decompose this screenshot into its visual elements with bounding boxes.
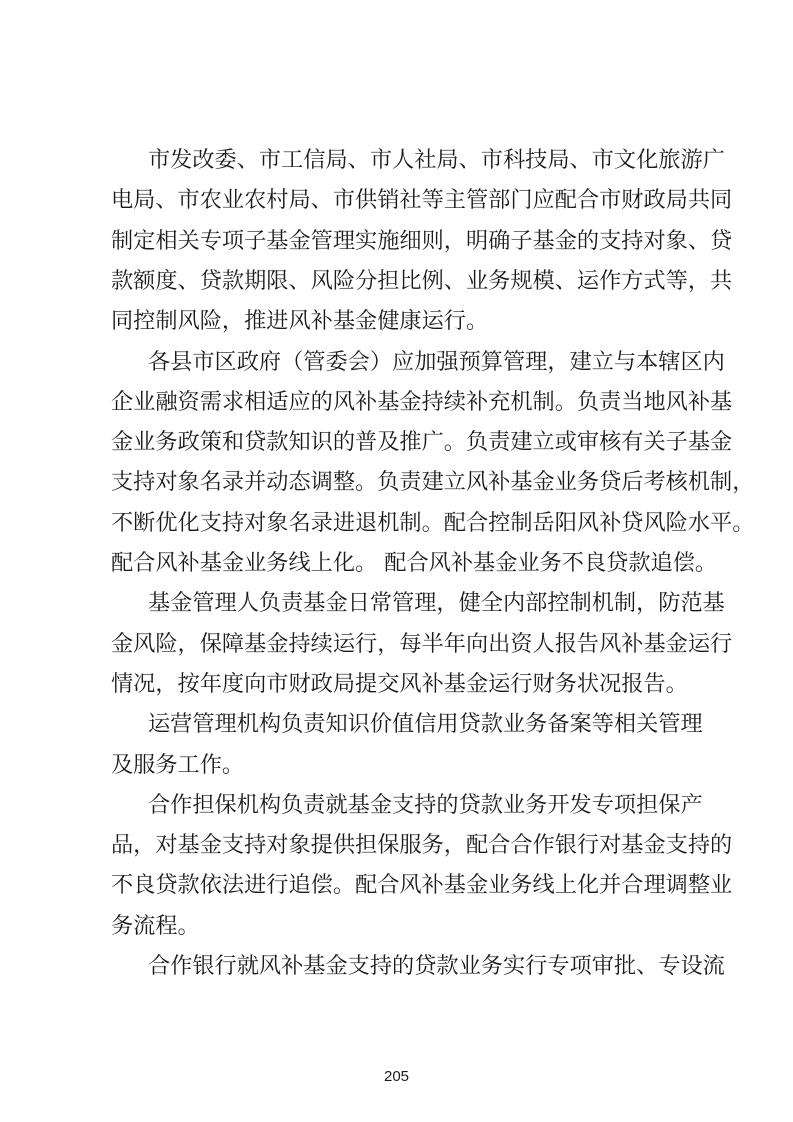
page-number: 205 [383,1068,410,1085]
paragraph-2-line-6: 配合风补基金业务线上化。 配合风补基金业务不良贷款追偿。 [111,550,718,576]
paragraph-1-line-4: 款额度、贷款期限、风险分担比例、业务规模、运作方式等，共 [111,268,733,294]
paragraph-2-line-1: 各县市区政府（管委会）应加强预算管理，建立与本辖区内 [148,349,725,375]
paragraph-5-line-1: 合作担保机构负责就基金支持的贷款业务开发专项担保产 [148,792,703,818]
paragraph-5-line-2: 品，对基金支持对象提供担保服务，配合合作银行对基金支持的 [111,832,733,858]
paragraph-3-line-3: 情况，按年度向市财政局提交风补基金运行财务状况报告。 [111,671,688,697]
paragraph-3-line-2: 金风险，保障基金持续运行，每半年向出资人报告风补基金运行 [111,631,733,657]
paragraph-2-line-4: 支持对象名录并动态调整。负责建立风补基金业务贷后考核机制， [111,469,755,495]
paragraph-3-line-1: 基金管理人负责基金日常管理，健全内部控制机制，防范基 [148,590,725,616]
paragraph-4-line-1: 运营管理机构负责知识价值信用贷款业务备案等相关管理 [148,711,703,737]
paragraph-4-line-2: 及服务工作。 [111,752,245,778]
paragraph-1-line-3: 制定相关专项子基金管理实施细则，明确子基金的支持对象、贷 [111,228,733,254]
paragraph-1-line-2: 电局、市农业农村局、市供销社等主管部门应配合市财政局共同 [111,187,733,213]
paragraph-1-line-5: 同控制风险，推进风补基金健康运行。 [111,308,489,334]
paragraph-2-line-5: 不断优化支持对象名录进退机制。配合控制岳阳风补贷风险水平。 [111,510,755,536]
paragraph-2-line-3: 金业务政策和贷款知识的普及推广。负责建立或审核有关子基金 [111,429,733,455]
paragraph-6-line-1: 合作银行就风补基金支持的贷款业务实行专项审批、专设流 [148,953,725,979]
paragraph-2-line-2: 企业融资需求相适应的风补基金持续补充机制。负责当地风补基 [111,389,733,415]
paragraph-5-line-3: 不良贷款依法进行追偿。配合风补基金业务线上化并合理调整业 [111,872,733,898]
paragraph-1-line-1: 市发改委、市工信局、市人社局、市科技局、市文化旅游广 [148,147,725,173]
paragraph-5-line-4: 务流程。 [111,913,200,939]
